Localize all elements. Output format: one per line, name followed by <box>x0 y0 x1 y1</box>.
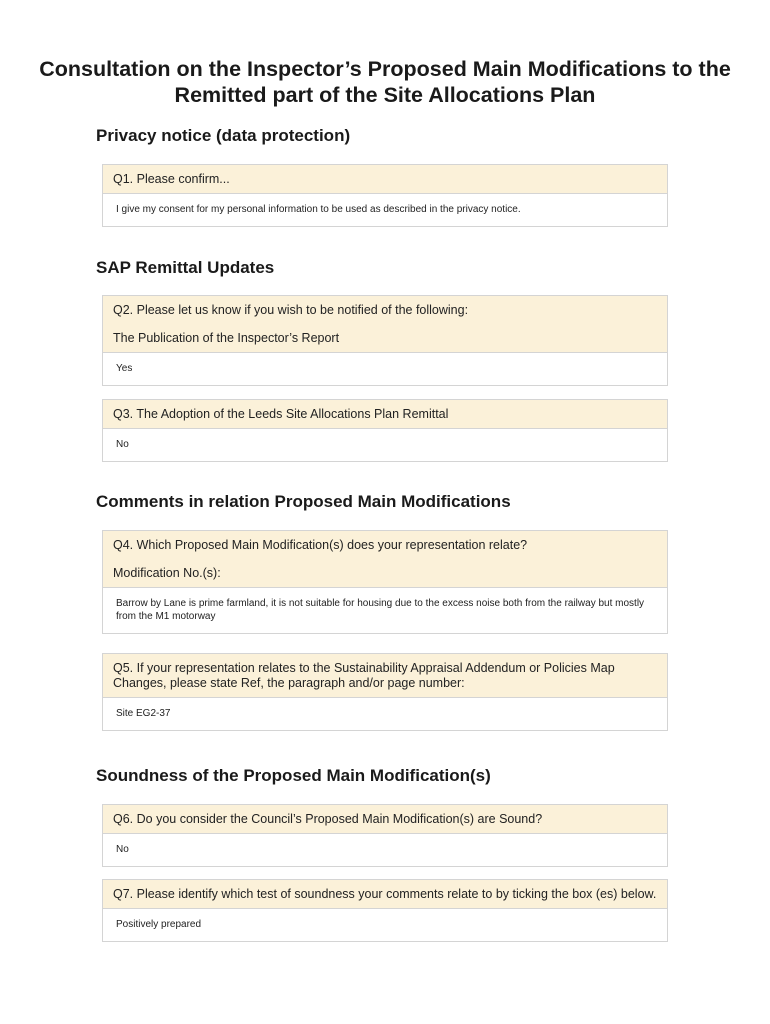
answer-q1: I give my consent for my personal information to be used as described in the privacy notice. <box>116 204 521 215</box>
question-q4-header <box>103 531 667 588</box>
answer-q6: No <box>116 844 129 855</box>
question-q6-text: Q6. Do you consider the Council’s Proposed Main Modification(s) are Sound? <box>103 805 667 834</box>
answer-q2: Yes <box>116 363 133 374</box>
question-q4-text: Q4. Which Proposed Main Modification(s) does your representation relate? <box>113 538 528 552</box>
question-q7 <box>102 879 668 942</box>
answer-q3: No <box>116 439 129 450</box>
page-title-line-2: Remitted part of the Site Allocations Plan <box>174 83 596 107</box>
question-q5-text: Q5. If your representation relates to the Sustainability Appraisal Addendum or Policies Map Changes, please state Ref, the paragraph and/or page number: <box>103 654 667 698</box>
question-q4 <box>102 530 668 634</box>
section-heading-comments: Comments in relation Proposed Main Modifications <box>96 492 511 511</box>
question-q6 <box>102 804 668 867</box>
answer-q7: Positively prepared <box>116 919 202 930</box>
question-q1-text: Q1. Please confirm... <box>103 165 667 194</box>
question-q1 <box>102 164 668 227</box>
question-q4-subtext: Modification No.(s): <box>113 566 221 580</box>
question-q2-header <box>103 296 667 353</box>
section-heading-privacy: Privacy notice (data protection) <box>96 126 351 145</box>
answer-q4: Barrow by Lane is prime farmland, it is not suitable for housing due to the excess noise both from the railway but mostly from the M1 motorway <box>116 598 645 622</box>
question-q7-text: Q7. Please identify which test of soundness your comments relate to by ticking the box (es) below. <box>103 880 667 909</box>
question-q2-text: Q2. Please let us know if you wish to be notified of the following: <box>113 303 469 317</box>
section-heading-sap: SAP Remittal Updates <box>96 258 275 277</box>
page-title-line-1: Consultation on the Inspector’s Proposed Main Modifications to the <box>39 57 731 81</box>
page-title <box>0 56 770 108</box>
answer-q5: Site EG2-37 <box>116 708 171 719</box>
question-q2-subtext: The Publication of the Inspector’s Report <box>113 331 340 345</box>
section-heading-soundness: Soundness of the Proposed Main Modification(s) <box>96 766 491 785</box>
question-q5 <box>102 653 668 731</box>
question-q3-text: Q3. The Adoption of the Leeds Site Allocations Plan Remittal <box>103 400 667 429</box>
question-q2 <box>102 295 668 386</box>
question-q3 <box>102 399 668 462</box>
